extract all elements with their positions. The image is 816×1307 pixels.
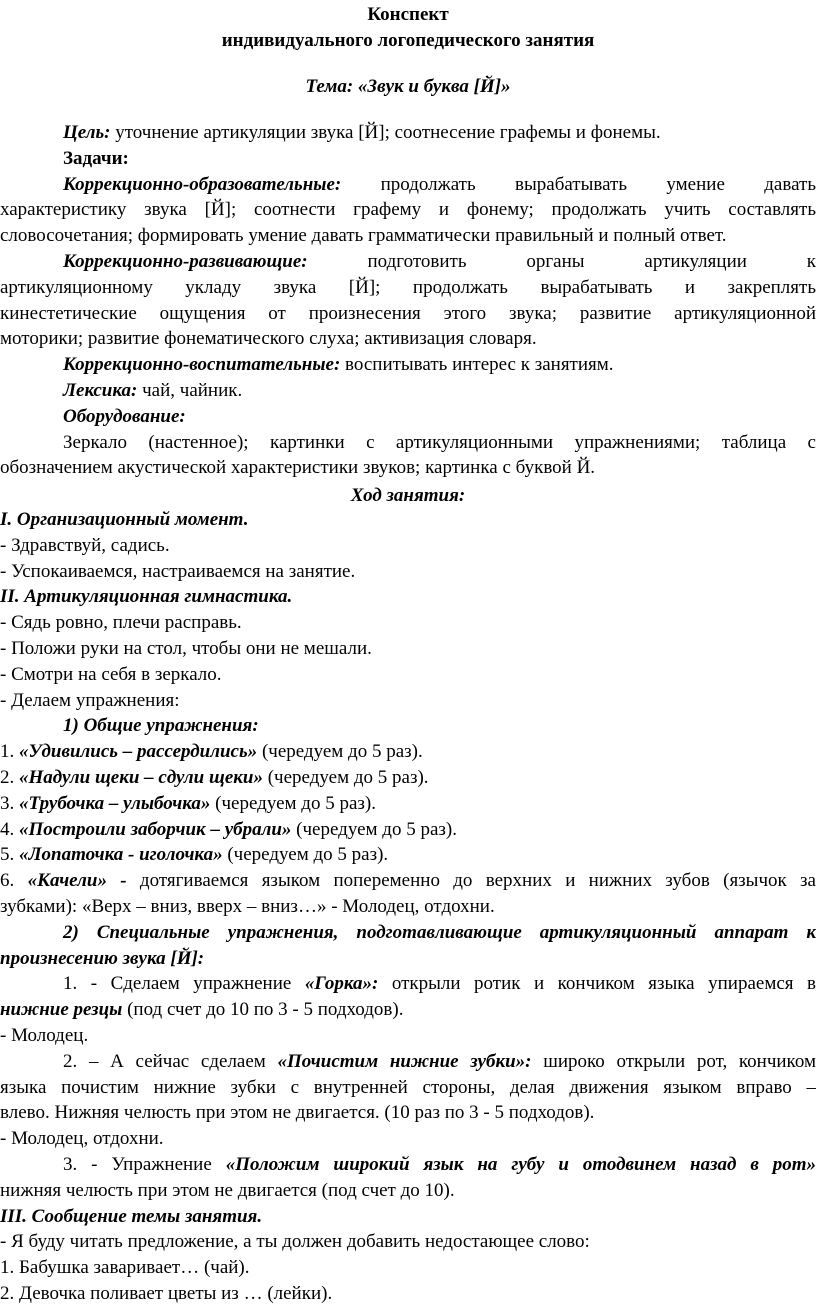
- special-mid: широко открыли рот, кончиком: [531, 1050, 816, 1072]
- special-mid: открыли ротик и кончиком языка упираемся в: [378, 973, 816, 995]
- section-title: III. Сообщение темы занятия.: [0, 1205, 263, 1227]
- special-name: «Горка»:: [304, 973, 379, 995]
- exercise-num: 2.: [0, 766, 19, 788]
- task-line: [0, 172, 816, 198]
- task-line: [0, 352, 816, 378]
- exercise-num: 5.: [0, 844, 19, 866]
- exercise-name: «Лопаточка - иголочка»: [19, 844, 223, 866]
- line: - Я буду читать предложение, а ты должен добавить недостающее слово:: [0, 1231, 590, 1253]
- task-text: воспитывать интерес к занятиям.: [340, 354, 614, 376]
- task-label: Коррекционно-образовательные:: [63, 173, 342, 195]
- line: - Молодец.: [0, 1024, 89, 1046]
- tasks-label: [0, 146, 816, 172]
- subsection-title: 1) Общие упражнения:: [63, 715, 259, 737]
- task-text: продолжать вырабатывать умение давать: [341, 173, 816, 195]
- line: [0, 997, 816, 1023]
- theme: [0, 74, 816, 100]
- line: языка почистим нижние зубки с внутренней стороны, делая движения языком вправо –: [0, 1076, 816, 1098]
- exercise-name: «Надули щеки – сдули щеки»: [19, 766, 263, 788]
- subsection-title: 2) Специальные упражнения, подготавливающие артикуляционный аппарат к: [63, 921, 816, 943]
- special-item: [0, 1152, 816, 1178]
- line: - Молодец, отдохни.: [0, 1128, 164, 1150]
- task-line: кинестетические ощущения от произнесения этого звука; развитие артикуляционной: [0, 302, 816, 324]
- exercise-num: 3.: [0, 792, 19, 814]
- equipment-line: Зеркало (настенное); картинки с артикуляционными упражнениями; таблица с: [63, 431, 816, 453]
- task-line: характеристику звука [Й]; соотнести графему и фонему; продолжать учить составлять: [0, 199, 816, 221]
- title-line-2: индивидуального логопедического занятия: [221, 29, 595, 51]
- equipment-line: обозначением акустической характеристики звуков; картинка с буквой Й.: [0, 457, 596, 479]
- exercise-name: «Трубочка – улыбочка»: [19, 792, 211, 814]
- line: - Положи руки на стол, чтобы они не мешали.: [0, 637, 372, 659]
- task-label: Коррекционно-воспитательные:: [63, 354, 341, 376]
- goal-label: Цель:: [63, 122, 111, 143]
- special-pre: 3. - Упражнение: [63, 1153, 226, 1175]
- exercise-num: 4.: [0, 818, 19, 840]
- exercise-item: [0, 817, 816, 843]
- line: - Смотри на себя в зеркало.: [0, 663, 222, 685]
- exercise-name: «Построили заборчик – убрали»: [19, 818, 292, 840]
- course-body: [0, 507, 816, 1307]
- task-line: артикуляционному укладу звука [Й]; продолжать вырабатывать и закреплять: [0, 276, 816, 298]
- task-text: подготовить органы артикуляции к: [307, 250, 816, 272]
- special-pre: 1. - Сделаем упражнение: [63, 973, 305, 995]
- line: - Сядь ровно, плечи расправь.: [0, 612, 242, 634]
- line: - Делаем упражнения:: [0, 689, 180, 711]
- special-name: «Почистим нижние зубки»:: [277, 1050, 532, 1072]
- exercise-rest: (чередуем до 5 раз).: [210, 792, 376, 814]
- line: нижняя челюсть при этом не двигается (под счет до 10).: [0, 1179, 455, 1201]
- task-line: [0, 249, 816, 275]
- special-item: [0, 1049, 816, 1075]
- exercise-rest: (чередуем до 5 раз).: [291, 818, 457, 840]
- exercise-item: [0, 868, 816, 894]
- course-title: [0, 483, 816, 509]
- exercise-num: 6.: [0, 870, 28, 892]
- line: - Успокаиваемся, настраиваемся на занятие.: [0, 560, 356, 582]
- section-title: II. Артикуляционная гимнастика.: [0, 586, 293, 608]
- course-title-text: Ход занятия:: [350, 485, 466, 506]
- goal-text: уточнение артикуляции звука [Й]; соотнесение графемы и фонемы.: [110, 122, 661, 143]
- section-title: I. Организационный момент.: [0, 509, 249, 530]
- line: 2. Девочка поливает цветы из … (лейки).: [0, 1282, 333, 1304]
- task-line: словосочетания; формировать умение давать грамматически правильный и полный ответ.: [0, 225, 727, 247]
- exercise-rest: (чередуем до 5 раз).: [257, 741, 423, 763]
- line: зубками): «Верх – вниз, вверх – вниз…» - Молодец, отдохни.: [0, 895, 495, 917]
- tasks-label-text: Задачи:: [63, 147, 129, 169]
- subsection-title: произнесению звука [Й]:: [0, 947, 205, 969]
- equipment-label: [0, 404, 816, 430]
- goal-line: [0, 120, 816, 146]
- line: - Здравствуй, садись.: [0, 534, 170, 556]
- special-bold: нижние резцы: [0, 999, 123, 1021]
- exercise-rest: дотягиваемся языком попеременно до верхних и нижних зубов (язычок за: [126, 870, 816, 892]
- line: влево. Нижняя челюсть при этом не двигается. (10 раз по 3 - 5 подходов).: [0, 1102, 595, 1124]
- special-pre: 2. – А сейчас сделаем: [63, 1050, 278, 1072]
- equipment-label-text: Оборудование:: [63, 405, 186, 427]
- exercise-name: «Качели» -: [27, 870, 127, 892]
- special-end: (под счет до 10 по 3 - 5 подходов).: [122, 999, 404, 1021]
- special-item: [0, 971, 816, 997]
- exercise-item: [0, 842, 816, 868]
- task-line: моторики; развитие фонематического слуха; активизация словаря.: [0, 328, 537, 350]
- theme-text: Тема: «Звук и буква [Й]»: [305, 76, 511, 97]
- lexicon-text: чай, чайник.: [137, 379, 243, 401]
- special-name: «Положим широкий язык на губу и отодвинем назад в рот»: [225, 1153, 816, 1175]
- exercise-name: «Удивились – рассердились»: [19, 741, 258, 763]
- goals-section: [0, 120, 816, 481]
- doc-title: [0, 2, 816, 54]
- lexicon-label: Лексика:: [63, 379, 138, 401]
- task-label: Коррекционно-развивающие:: [63, 250, 308, 272]
- title-line-1: Конспект: [367, 4, 449, 25]
- exercise-rest: (чередуем до 5 раз).: [222, 844, 389, 866]
- lexicon-line: [0, 378, 816, 404]
- exercise-item: [0, 765, 816, 791]
- line: 1. Бабушка заваривает… (чай).: [0, 1257, 250, 1279]
- exercise-item: [0, 739, 816, 765]
- exercise-item: [0, 791, 816, 817]
- exercise-num: 1.: [0, 741, 19, 763]
- exercise-rest: (чередуем до 5 раз).: [262, 766, 429, 788]
